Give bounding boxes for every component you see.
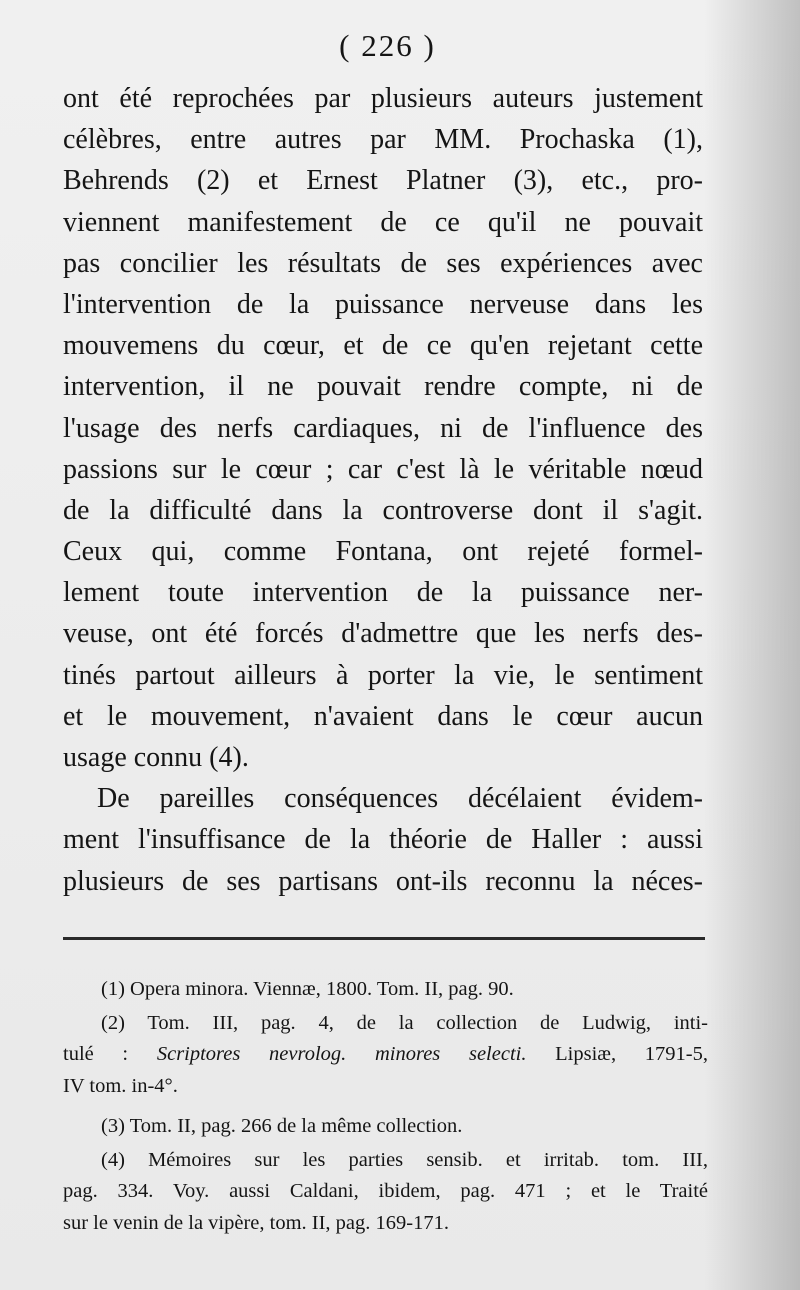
body-line: pas concilier les résultats de ses expériences avec <box>63 247 703 279</box>
body-text <box>63 78 703 902</box>
footnote-2-text: Lipsiæ, 1791-5, <box>526 1043 709 1065</box>
body-line: lement toute intervention de la puissance ner- <box>63 577 703 609</box>
footnote-2-italic-title: Scriptores nevrolog. minores selecti. <box>156 1043 527 1065</box>
body-line: l'intervention de la puissance nerveuse dans les <box>63 288 703 320</box>
body-line: Ceux qui, comme Fontana, ont rejeté formel- <box>63 536 703 568</box>
body-line: célèbres, entre autres par MM. Prochaska (1), <box>63 124 703 156</box>
body-line: plusieurs de ses partisans ont-ils reconnu la néces- <box>63 865 703 897</box>
body-line: ment l'insuffisance de la théorie de Haller : aussi <box>63 824 703 856</box>
footnote-2-line-1: (2) Tom. III, pag. 4, de la collection de Ludwig, inti- <box>101 1011 708 1034</box>
body-line: De pareilles conséquences décélaient évidem- <box>97 783 703 815</box>
body-line: et le mouvement, n'avaient dans le cœur aucun <box>63 700 703 732</box>
body-line: viennent manifestement de ce qu'il ne pouvait <box>63 206 703 238</box>
body-line: tinés partout ailleurs à porter la vie, le sentiment <box>63 659 703 691</box>
body-line: veuse, ont été forcés d'admettre que les nerfs des- <box>63 618 703 650</box>
footnote-4-line-3: sur le venin de la vipère, tom. II, pag. 169-171. <box>63 1211 449 1234</box>
footnote-2-line-3: IV tom. in-4°. <box>63 1074 178 1097</box>
page-number: ( 226 ) <box>339 28 436 63</box>
body-line: mouvemens du cœur, et de ce qu'en rejetant cette <box>63 330 703 362</box>
body-line: l'usage des nerfs cardiaques, ni de l'influence des <box>63 412 703 444</box>
footnotes <box>63 974 708 1239</box>
footnote-2-text: tulé : <box>63 1043 157 1065</box>
body-line: ont été reprochées par plusieurs auteurs justement <box>63 83 703 114</box>
body-line: intervention, il ne pouvait rendre compte, ni de <box>63 371 703 403</box>
body-line: usage connu (4). <box>63 742 249 773</box>
footnote-divider <box>63 937 705 940</box>
footnote-4-line-1: (4) Mémoires sur les parties sensib. et irritab. tom. III, <box>101 1148 708 1171</box>
body-line: Behrends (2) et Ernest Platner (3), etc., pro- <box>63 165 703 197</box>
body-line: passions sur le cœur ; car c'est là le véritable nœud <box>63 453 703 485</box>
footnote-4-line-2: pag. 334. Voy. aussi Caldani, ibidem, pag. 471 ; et le Traité <box>63 1180 708 1202</box>
body-line: de la difficulté dans la controverse dont il s'agit. <box>63 494 703 526</box>
footnote-1: (1) Opera minora. Viennæ, 1800. Tom. II, pag. 90. <box>101 978 514 1000</box>
footnote-3: (3) Tom. II, pag. 266 de la même collection. <box>101 1115 463 1137</box>
footnote-2-line-2 <box>63 1039 708 1071</box>
